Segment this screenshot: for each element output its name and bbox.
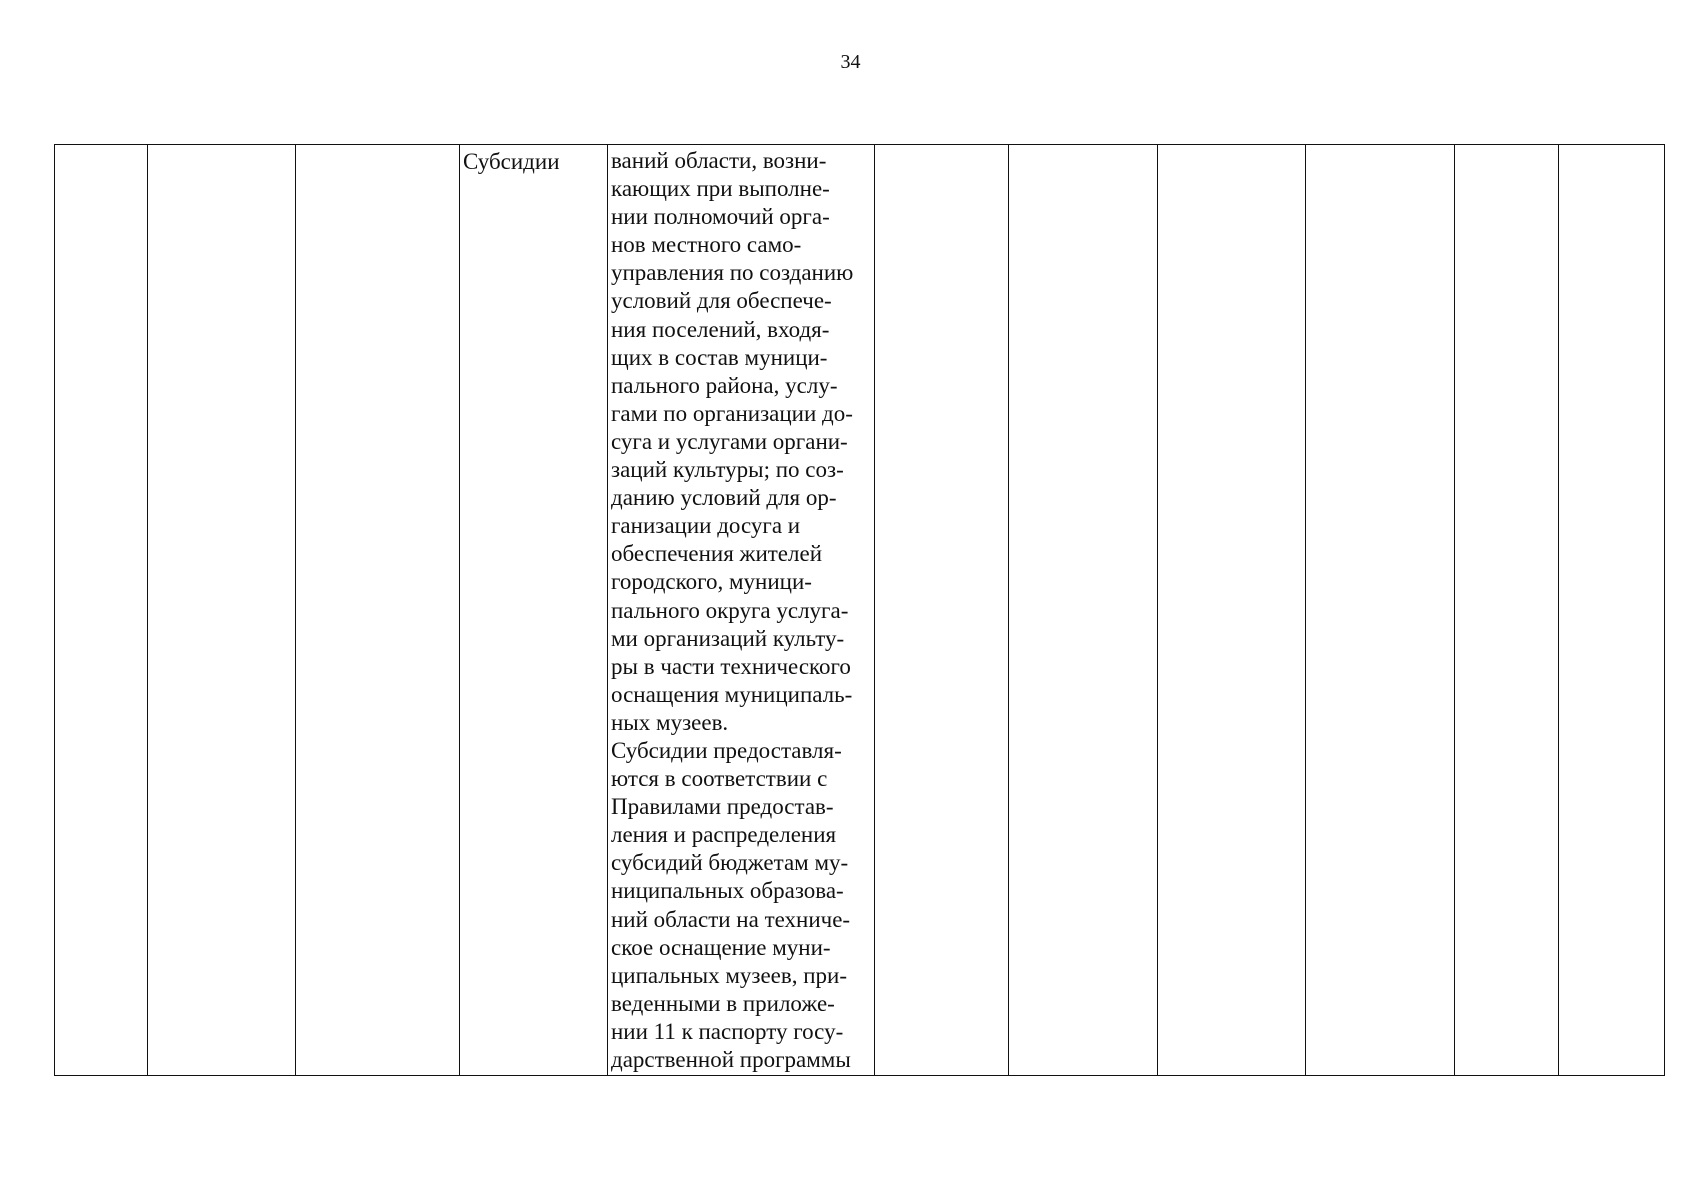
table-cell-col-3 bbox=[296, 145, 460, 1076]
table-cell-description: ваний области, возни- кающих при выполне- нии полномочий орга- нов местного само- управления по созданию условий для обеспече- ния поселений, входя- щих в состав муници- пального района, услу- гами по организации до- суга и услугами органи- заций культуры; по соз- данию условий для ор- ганизации досуга и обеспечения жителей городского, муници- пального округа услуга- ми организаций культу- ры в части технического оснащения муниципаль- ных музеев. Субсидии предоставля- ются в соответствии с Правилами предостав- ления и распределения субсидий бюджетам му- ниципальных образова- ний области на техниче- ское оснащение муни- ципальных музеев, при- веденными в приложе- нии 11 к паспорту госу- дарственной программы bbox=[608, 145, 875, 1076]
table-cell-source-label: Субсидии bbox=[460, 145, 608, 1076]
table-cell-col-2 bbox=[148, 145, 296, 1076]
table-cell-col-1 bbox=[55, 145, 148, 1076]
table-cell-col-7 bbox=[1009, 145, 1158, 1076]
page-number: 34 bbox=[840, 51, 861, 73]
table-cell-col-8 bbox=[1158, 145, 1306, 1076]
table-cell-col-10 bbox=[1455, 145, 1559, 1076]
table-cell-col-11 bbox=[1559, 145, 1665, 1076]
table-row bbox=[55, 145, 1665, 1076]
table-cell-col-6 bbox=[875, 145, 1009, 1076]
program-table bbox=[54, 144, 1665, 1076]
table-cell-col-9 bbox=[1306, 145, 1455, 1076]
